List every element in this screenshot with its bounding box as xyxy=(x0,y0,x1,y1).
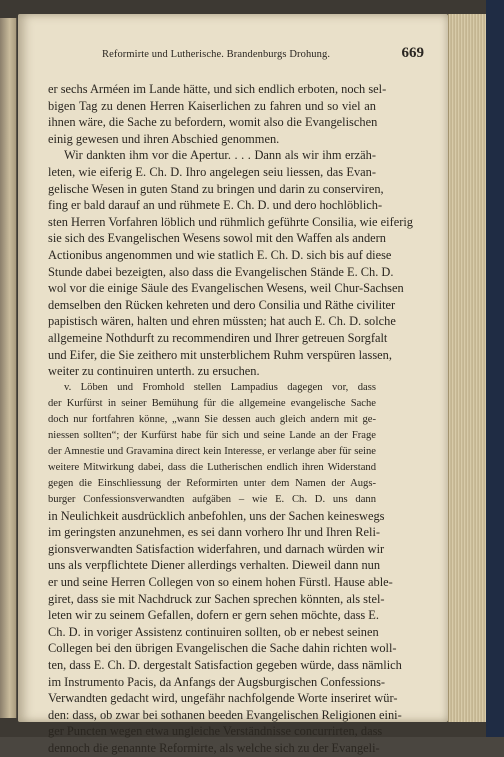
text-line: Stunde dabei bezeigten, also dass die Evangelischen Stände E. Ch. D. xyxy=(48,264,394,279)
text-line: in Neulichkeit ausdrücklich anbefohlen, uns der Sachen keineswegs xyxy=(48,508,385,523)
text-line: im Instrumento Pacis, da Anfangs der Augsburgischen Confessions- xyxy=(48,674,386,689)
text-line: Verwandten gedacht wird, ungefähr nachfolgende Worte inseriret wür- xyxy=(48,691,398,706)
text-line: giret, dass sie mit Nachdruck zur Sachen sprechen könnten, als stel- xyxy=(48,591,385,606)
page-number: 669 xyxy=(401,45,424,61)
note-line: der Kurfürst in seiner Bemühung für die allgemeine evangelische Sache xyxy=(48,397,376,409)
note-line: niessen sollten“; der Kurfürst habe für sich und seine Lande an der Frage xyxy=(48,429,376,441)
text-line: bigen Tag zu denen Herren Kaiserlichen zu fahren und so viel an xyxy=(48,98,376,113)
editorial-note xyxy=(48,380,376,508)
text-line: und Eifer, die Sie zeithero mit unsterblichem Ruhm verspüren lassen, xyxy=(48,347,392,362)
running-head: Reformirte und Lutherische. Brandenburgs Drohung. xyxy=(102,49,331,60)
body-text xyxy=(48,81,413,757)
text-line: er sechs Arméen im Lande hätte, und sich endlich erboten, noch sel- xyxy=(48,82,387,96)
facing-page-edge xyxy=(0,18,17,718)
text-line: leten wir zu seinem Gefallen, dofern er gern sehen möchte, dass E. xyxy=(48,608,379,623)
note-line: burger Confessionsverwandten aufgäben – wie E. Ch. D. uns dann xyxy=(48,493,376,505)
text-line: allgemeine Nothdurft zu recommendiren und Ihrer getreuen Sorgfalt xyxy=(48,330,388,345)
text-line: gionsverwandten Satisfaction widerfahren, und darnach würden wir xyxy=(48,541,385,556)
text-line: im geringsten anzunehmen, es sei dann vorhero Ihr und Ihren Reli- xyxy=(48,525,381,540)
page-header xyxy=(38,45,438,67)
note-line: gegen die Einschliessung der Reformirten unter dem Namen der Augs- xyxy=(48,477,376,489)
text-line: Ch. D. in voriger Assistenz continuiren sollten, ob er nebest seinen xyxy=(48,624,379,639)
text-line: Actionibus angenommen und wie statlich E. Ch. D. sich bis auf diese xyxy=(48,247,392,262)
text-line: fing er bald darauf an und rühmete E. Ch. D. und dero hochlöblich- xyxy=(48,198,383,213)
book-cover xyxy=(486,0,504,737)
text-line: gelische Wesen in guten Stand zu bringen und darin zu conserviren, xyxy=(48,181,384,196)
text-line: weiter zu continuiren unterth. zu ersuchen. xyxy=(48,364,260,379)
text-line: Wir dankten ihm vor die Apertur. . . . Dann als wir ihm erzäh- xyxy=(64,148,376,163)
note-line: v. Löben und Fromhold stellen Lampadius dagegen vor, dass xyxy=(64,381,376,393)
text-line: ten, dass E. Ch. D. dergestalt Satisfaction gegeben würde, dass nämlich xyxy=(48,658,402,673)
text-line: demselben den Rücken kehreten und dero Consilia und Räthe civiliter xyxy=(48,297,396,312)
text-line: leten, wie eiferig E. Ch. D. Ihro angelegen seiu liessen, das Evan- xyxy=(48,164,376,179)
note-line: der Amnestie und Gravamina direct kein Interesse, er verlange aber für seine xyxy=(48,445,376,457)
text-line: ihnen wäre, die Sache zu befordern, womit also die Evangelischen xyxy=(48,115,378,130)
text-line: er und seine Herren Collegen von so einem hohen Fürstl. Hause able- xyxy=(48,575,393,590)
text-line: einig gewesen und ihren Abschied genommen. xyxy=(48,131,280,146)
note-line: weitere Mitwirkung dabei, dass die Lutherischen endlich ihren Widerstand xyxy=(48,461,376,473)
text-line: den: dass, ob zwar bei sothanen beeden Evangelischen Religionen eini- xyxy=(48,707,402,722)
text-line: Collegen bei den übrigen Evangelischen die Sache dahin richten woll- xyxy=(48,641,397,656)
page-block-edge xyxy=(448,14,489,722)
text-line: ger Puncten wegen etwa ungleiche Verständnisse concurrirten, dass xyxy=(48,724,383,739)
text-line: papistisch wären, halten und ehren müssten; hat auch E. Ch. D. solche xyxy=(48,314,396,329)
text-line: wol vor die einige Säule des Evangelischen Wesens, weil Chur-Sachsen xyxy=(48,281,404,296)
text-line: dennoch die genannte Reformirte, als welche sich zu der Evangeli- xyxy=(48,741,380,755)
note-line: doch nur fortfahren könne, „wann Sie dessen auch gleich andern mit ge- xyxy=(48,413,376,425)
text-line: sie sich des Evangelischen Wesens sowol mit den Waffen als andern xyxy=(48,231,386,246)
text-line: uns als verpflichtete Diener allerdings verhalten. Dieweil dann nun xyxy=(48,558,381,573)
text-line: sten Herren Vorfahren löblich und rühmlich geführte Consilia, wie eiferig xyxy=(48,214,413,229)
